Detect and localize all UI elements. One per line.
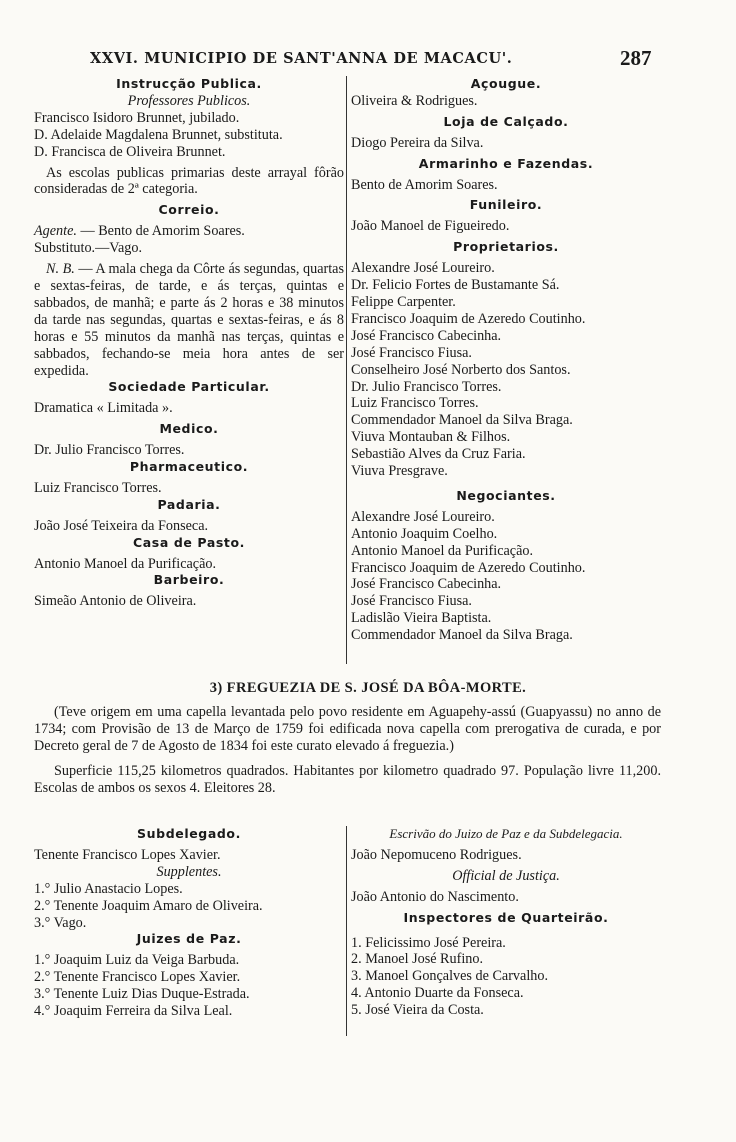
list-item: Luiz Francisco Torres. <box>351 395 479 412</box>
medico-heading: Medico. <box>159 421 219 437</box>
escrivao-entry: João Nepomuceno Rodrigues. <box>351 846 522 863</box>
list-item: José Francisco Fiusa. <box>351 593 472 610</box>
list-item: Viuva Presgrave. <box>351 463 448 480</box>
pharmaceutico-heading: Pharmaceutico. <box>129 459 249 475</box>
calcado-entry: Diogo Pereira da Silva. <box>351 134 484 151</box>
bottom-left-column <box>34 826 344 1020</box>
acougue-entry: Oliveira & Rodrigues. <box>351 92 478 109</box>
padaria-entry: João José Teixeira da Fonseca. <box>34 517 209 534</box>
official-entry: João Antonio do Nascimento. <box>351 888 519 905</box>
inspectores-heading: Inspectores de Quarteirão. <box>403 909 609 925</box>
escolas-paragraph: As escolas publicas primarias deste arrayal fôrão consideradas de 2ª categoria. <box>34 164 344 198</box>
list-item: Dr. Julio Francisco Torres. <box>351 378 502 395</box>
sociedade-entry: Dramatica « Limitada ». <box>34 400 173 417</box>
list-item: Alexandre José Loureiro. <box>351 508 495 525</box>
list-item: 3.° Vago. <box>34 914 87 931</box>
pharmaceutico-entry: Luiz Francisco Torres. <box>34 479 162 496</box>
medico-entry: Dr. Julio Francisco Torres. <box>34 442 185 459</box>
list-item: Francisco Joaquim de Azeredo Coutinho. <box>351 310 586 327</box>
nb-label: N. B. <box>46 261 75 278</box>
list-item: D. Adelaide Magdalena Brunnet, substituta. <box>34 126 283 143</box>
list-item: Alexandre José Loureiro. <box>351 260 495 277</box>
list-item: 3.° Tenente Luiz Dias Duque-Estrada. <box>34 986 250 1003</box>
list-item: Felippe Carpenter. <box>351 293 456 310</box>
barbeiro-heading: Barbeiro. <box>153 572 225 588</box>
list-item: 4. Antonio Duarte da Fonseca. <box>351 985 524 1002</box>
substituto-line: Substituto.—Vago. <box>34 240 142 257</box>
subdelegado-heading: Subdelegado. <box>137 826 241 841</box>
column-divider <box>346 76 347 664</box>
subdelegado-entry: Tenente Francisco Lopes Xavier. <box>34 846 221 863</box>
list-item: 5. José Vieira da Costa. <box>351 1002 484 1019</box>
agente-value: — Bento de Amorim Soares. <box>76 223 245 240</box>
list-item: Viuva Montauban & Filhos. <box>351 429 511 446</box>
funileiro-heading: Funileiro. <box>469 197 543 213</box>
list-item: Francisco Joaquim de Azeredo Coutinho. <box>351 559 586 576</box>
stats-paragraph: Superficie 115,25 kilometros quadrados. Habitantes por kilometro quadrado 97. População livre 11,200. Escolas de ambos os sexos 4. Eleitores 28. <box>34 762 661 796</box>
instrucao-heading: Instrucção Publica. <box>116 76 262 91</box>
running-title: XXVI. MUNICIPIO DE SANT'ANNA DE MACACU'. <box>90 50 513 67</box>
agente-label: Agente. <box>34 223 77 240</box>
casa-heading: Casa de Pasto. <box>132 534 246 550</box>
nb-paragraph <box>34 261 344 379</box>
list-item: 2.° Tenente Joaquim Amaro de Oliveira. <box>34 897 263 914</box>
agente-line <box>34 223 344 240</box>
list-item: 1.° Julio Anastacio Lopes. <box>34 880 183 897</box>
negociantes-heading: Negociantes. <box>456 487 556 503</box>
column-divider <box>346 826 347 1036</box>
list-item: 1.° Joaquim Luiz da Veiga Barbuda. <box>34 952 240 969</box>
top-left-column <box>34 76 344 610</box>
list-item: D. Francisca de Oliveira Brunnet. <box>34 143 226 160</box>
juizes-heading: Juizes de Paz. <box>136 931 242 947</box>
list-item: 2. Manoel José Rufino. <box>351 951 484 968</box>
list-item: Antonio Manoel da Purificação. <box>351 542 534 559</box>
armarinho-entry: Bento de Amorim Soares. <box>351 176 498 193</box>
padaria-heading: Padaria. <box>157 496 221 512</box>
armarinho-heading: Armarinho e Fazendas. <box>418 155 594 171</box>
page-number: 287 <box>620 46 652 70</box>
list-item: 2.° Tenente Francisco Lopes Xavier. <box>34 969 241 986</box>
casa-entry: Antonio Manoel da Purificação. <box>34 555 217 572</box>
section-intro <box>34 704 661 797</box>
escrivao-subheading: Escrivão do Juizo de Paz e da Subdelegacia. <box>389 826 623 841</box>
list-item: Commendador Manoel da Silva Braga. <box>351 412 573 429</box>
list-item: Francisco Isidoro Brunnet, jubilado. <box>34 109 240 126</box>
list-item: 4.° Joaquim Ferreira da Silva Leal. <box>34 1003 233 1020</box>
professores-subheading: Professores Publicos. <box>127 92 251 109</box>
barbeiro-entry: Simeão Antonio de Oliveira. <box>34 593 197 610</box>
list-item: Sebastião Alves da Cruz Faria. <box>351 446 526 463</box>
list-item: Conselheiro José Norberto dos Santos. <box>351 361 571 378</box>
origin-paragraph: (Teve origem em uma capella levantada pelo povo residente em Aguapehy-assú (Guapyassu) no anno de 1734; com Provisão de 13 de Março de 1759 foi edificada nova capella com prerogativa de curada, e por Decreto geral de 7 de Agosto de 1834 foi este curato elevado á freguezia.) <box>34 704 661 754</box>
funileiro-entry: João Manoel de Figueiredo. <box>351 218 510 235</box>
proprietarios-heading: Proprietarios. <box>453 239 559 255</box>
list-item: José Francisco Cabecinha. <box>351 576 502 593</box>
list-item: Ladislão Vieira Baptista. <box>351 610 492 627</box>
nb-text: — A mala chega da Côrte ás segundas, quartas e sextas-feiras, de tarde, e ás terças, quintas e sabbados, de manhã; e parte ás 2 horas e 38 minutos da tarde nas segundas, quartas e sextas-feiras, e ás 8 horas e 55 minutos da manhã nas terças, quintas e sabbados, fechando-se meia hora antes de ser expedida. <box>34 261 344 379</box>
acougue-heading: Açougue. <box>470 76 542 91</box>
list-item: Antonio Joaquim Coelho. <box>351 525 498 542</box>
list-item: Dr. Felicio Fortes de Bustamante Sá. <box>351 277 560 294</box>
section-title: 3) FREGUEZIA DE S. JOSÉ DA BÔA-MORTE. <box>209 680 527 696</box>
bottom-right-column <box>351 826 661 1019</box>
list-item: Commendador Manoel da Silva Braga. <box>351 627 573 644</box>
calcado-heading: Loja de Calçado. <box>443 113 569 129</box>
top-right-column <box>351 76 661 644</box>
list-item: 3. Manoel Gonçalves de Carvalho. <box>351 968 548 985</box>
correio-heading: Correio. <box>158 202 220 218</box>
official-subheading: Official de Justiça. <box>452 867 560 884</box>
supplentes-subheading: Supplentes. <box>156 863 222 880</box>
list-item: José Francisco Cabecinha. <box>351 327 502 344</box>
list-item: José Francisco Fiusa. <box>351 344 472 361</box>
list-item: 1. Felicissimo José Pereira. <box>351 934 506 951</box>
sociedade-heading: Sociedade Particular. <box>108 379 270 395</box>
